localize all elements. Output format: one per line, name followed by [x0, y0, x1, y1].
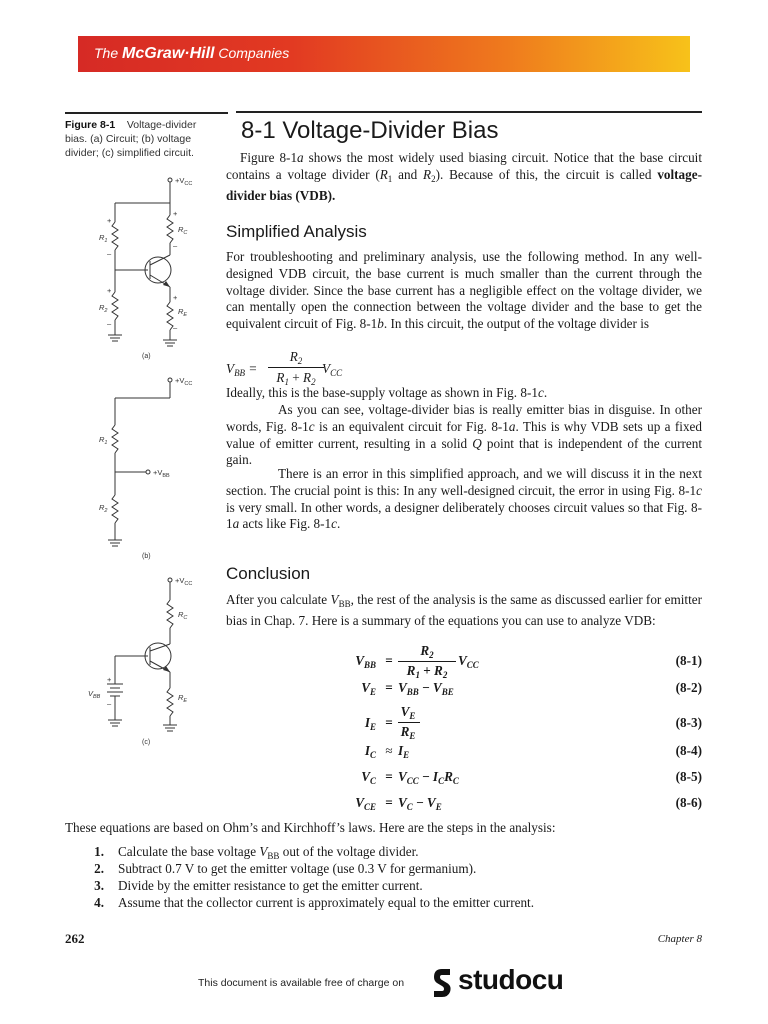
step-text: Subtract 0.7 V to get the emitter voltage (use 0.3 V for germanium).	[118, 861, 477, 876]
eq4-rhs: $I_E$	[398, 743, 410, 760]
vbb-label-b: $+V_{BB}$	[153, 468, 170, 479]
eq6-lhs: $V_{CE}$	[355, 795, 376, 812]
plus-rc-a: +	[173, 209, 178, 218]
eq1-equals: =	[385, 653, 393, 668]
eq2-equals: =	[385, 680, 393, 695]
vcc-label-b: $+V_{CC}$	[175, 376, 193, 387]
eq-denominator: $R_1 + R_2$	[276, 370, 316, 387]
eq-rhs-vcc: $V_{CC}$	[322, 361, 343, 378]
step-number: 2.	[94, 861, 104, 876]
equation-8-3	[340, 706, 702, 744]
r2-label-b: $R_2$	[99, 503, 108, 514]
plus-vbb-c: +	[107, 675, 112, 684]
eq3-lhs: $I_E$	[364, 715, 376, 732]
section-title: 8-1 Voltage-Divider Bias	[241, 117, 499, 144]
caption-line-1: Voltage-divider	[126, 119, 197, 131]
equation-8-5	[340, 769, 702, 789]
minus-r1-a: –	[107, 249, 112, 258]
panel-label-b: (b)	[142, 553, 151, 560]
eq3-denominator: $R_E$	[400, 724, 416, 741]
eq-numerator: $R_2$	[289, 349, 303, 366]
chapter-label: Chapter 8	[657, 933, 702, 945]
r2-label-a: $R_2$	[99, 303, 108, 314]
rc-label-c: $R_C$	[178, 610, 188, 621]
studocu-logo-icon	[430, 965, 454, 999]
simplified-paragraph-2: Ideally, this is the base-supply voltage as shown in Fig. 8-1c.	[226, 385, 548, 400]
plus-r1-a: +	[107, 216, 112, 225]
r1-label-a: $R_1$	[99, 233, 108, 244]
eq2-lhs: $V_E$	[361, 680, 376, 697]
eq1-numerator: $R_2$	[420, 643, 434, 660]
eq3-equals: =	[385, 715, 393, 730]
step-text: Assume that the collector current is approximately equal to the emitter current.	[118, 895, 534, 910]
vcc-label-c: $+V_{CC}$	[175, 576, 193, 587]
vbb-source-label-c: $V_{BB}$	[88, 689, 101, 700]
re-label-c: $R_E$	[178, 693, 188, 704]
eq-lhs: $V_{BB}$ =	[226, 361, 258, 378]
eq3-numerator: $V_E$	[400, 704, 416, 721]
section-rule	[236, 111, 702, 113]
minus-rc-a: –	[173, 241, 178, 250]
step-number: 3.	[94, 878, 104, 893]
studocu-wordmark: studocu	[458, 964, 564, 995]
caption-line-2: bias. (a) Circuit; (b) voltage	[65, 133, 192, 145]
eq3-number: (8-3)	[675, 715, 702, 730]
step-text: Calculate the base voltage $V_{BB}$ out of the voltage divider.	[118, 844, 419, 861]
eq-fraction-bar	[268, 367, 324, 368]
re-label-a: $R_E$	[178, 307, 188, 318]
circuit-figure	[0, 0, 230, 760]
step-number: 1.	[94, 844, 104, 859]
eq4-approx: ≈	[385, 743, 393, 758]
eq1-number: (8-1)	[675, 653, 702, 668]
eq5-rhs: $V_{CC} - I_CR_C$	[398, 769, 459, 786]
intro-paragraph: Figure 8-1a shows the most widely used biasing circuit. Notice that the base circuit contains a voltage divider ($R_1$ and $R_2$). Because of this, the circuit is called voltage-divider bias (VDB).	[226, 150, 702, 203]
emitter-arrow-c	[163, 666, 170, 672]
rc-label-a: $R_C$	[178, 225, 188, 236]
panel-label-c: (c)	[142, 739, 151, 746]
r1-label-b: $R_1$	[99, 435, 108, 446]
banner-suffix: Companies	[218, 45, 290, 61]
eq5-equals: =	[385, 769, 393, 784]
page-number: 262	[65, 931, 85, 946]
plus-r2-a: +	[107, 286, 112, 295]
eq6-number: (8-6)	[675, 795, 702, 810]
eq3-fraction-bar	[398, 722, 420, 723]
plus-re-a: +	[173, 293, 178, 302]
equation-8-6	[340, 795, 702, 815]
minus-r2-a: –	[107, 319, 112, 328]
banner-prefix: The	[94, 45, 119, 61]
voltage-divider-equation	[226, 351, 426, 387]
steps-intro: These equations are based on Ohm’s and Kirchhoff’s laws. Here are the steps in the analysis:	[65, 820, 556, 835]
caption-line-3: divider; (c) simplified circuit.	[65, 147, 194, 159]
minus-vbb-c: –	[107, 699, 112, 708]
equation-8-4	[340, 743, 702, 763]
conclusion-paragraph: After you calculate $V_{BB}$, the rest of the analysis is the same as discussed earlier for emitter bias in Chap. 7. Here is a summary of the equations you can use to analyze VDB:	[226, 592, 702, 628]
eq5-lhs: $V_C$	[361, 769, 376, 786]
simplified-paragraph-1: For troubleshooting and preliminary analysis, use the following method. In any well-designed VDB circuit, the base current is much smaller than the current through the voltage divider. Since the base current has a negligible effect on the voltage divider, we can mentally open the connection between the voltage divider and the base to get the equivalent circuit of Fig. 8-1b. In this circuit, the output of the voltage divider is	[226, 249, 702, 332]
banner-brand: McGraw·Hill	[122, 45, 215, 62]
vcc-label-a: $+V_{CC}$	[175, 176, 193, 187]
studocu-notice: This document is available free of charge on	[198, 977, 405, 989]
equation-8-1	[340, 645, 702, 685]
figure-number: Figure 8-1	[65, 119, 116, 131]
eq2-rhs: $V_{BB} - V_{BE}$	[398, 680, 454, 697]
eq6-rhs: $V_C - V_E$	[398, 795, 442, 812]
eq1-fraction-bar	[398, 661, 456, 662]
eq1-lhs: $V_{BB}$	[355, 653, 376, 670]
eq1-denominator: $R_1 + R_2$	[406, 663, 448, 680]
eq2-number: (8-2)	[675, 680, 702, 695]
step-text: Divide by the emitter resistance to get the emitter current.	[118, 878, 423, 893]
eq4-lhs: $I_C$	[364, 743, 376, 760]
eq5-number: (8-5)	[675, 769, 702, 784]
simplified-paragraph-4: There is an error in this simplified approach, and we will discuss it in the next section. The crucial point is this: In any well-designed circuit, the error in using Fig. 8-1c is very small. In other words, a designer deliberately chooses circuit values so that Fig. 8-1a acts like Fig. 8-1c.	[226, 466, 702, 532]
simplified-paragraph-3: As you can see, voltage-divider bias is really emitter bias in disguise. In other words, Fig. 8-1c is an equivalent circuit for Fig. 8-1a. This is why VDB sets up a fixed value of emitter current, resulting in a solid Q point that is independent of the current gain.	[226, 402, 702, 468]
panel-label-a: (a)	[142, 353, 151, 360]
simplified-analysis-heading: Simplified Analysis	[226, 222, 367, 241]
step-number: 4.	[94, 895, 104, 910]
eq4-number: (8-4)	[675, 743, 702, 758]
eq1-tail: $V_{CC}$	[458, 653, 479, 670]
minus-re-a: –	[173, 323, 178, 332]
equation-8-2	[340, 680, 702, 700]
conclusion-heading: Conclusion	[226, 564, 311, 583]
eq6-equals: =	[385, 795, 393, 810]
